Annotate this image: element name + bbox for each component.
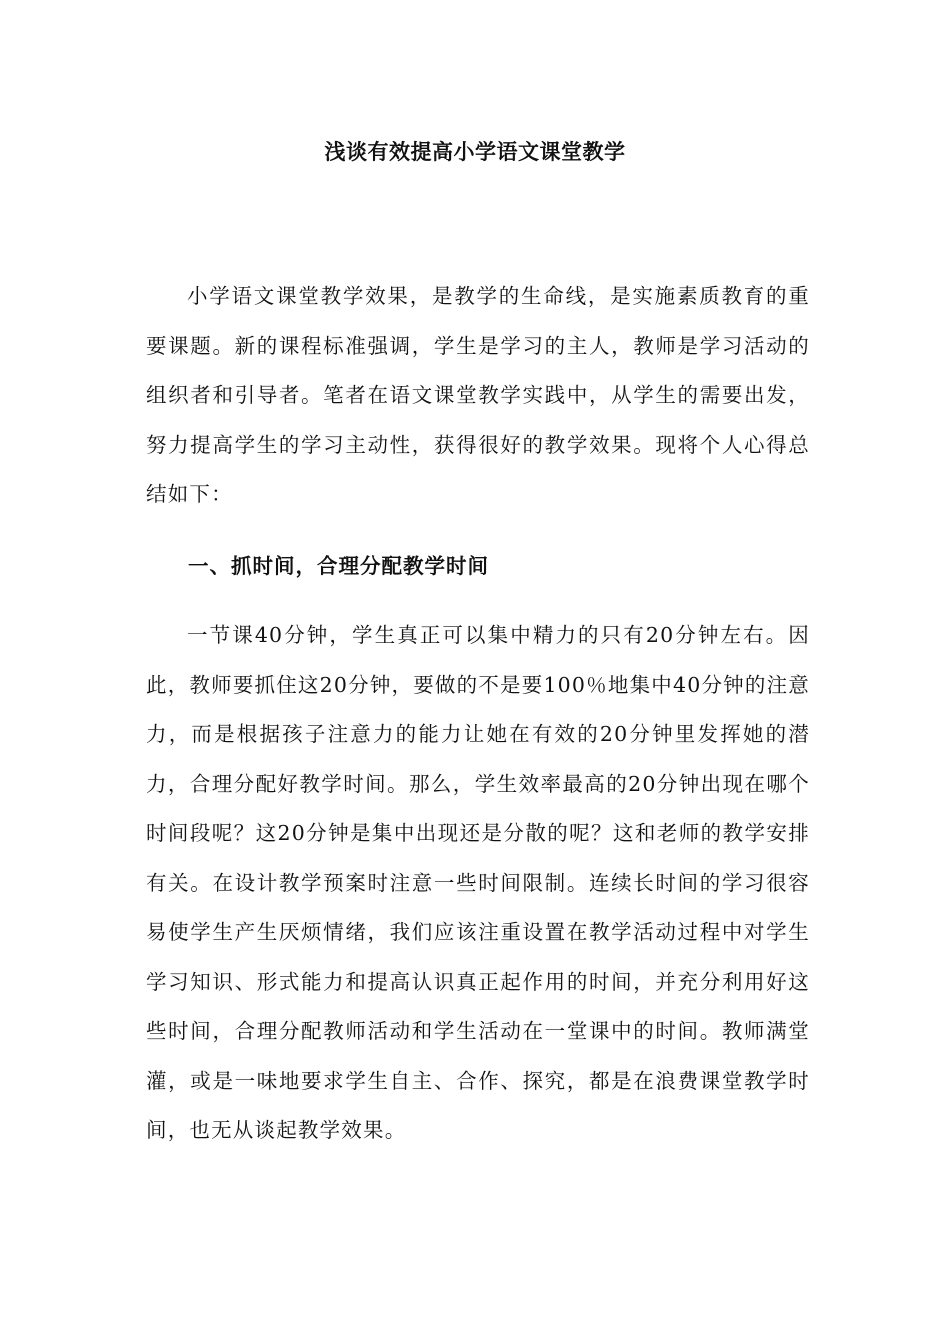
- section-paragraph: 一节课40分钟，学生真正可以集中精力的只有20分钟左右。因此，教师要抓住这20分钟，要做的不是要100％地集中40分钟的注意力，而是根据孩子注意力的能力让她在有效的20分钟里发挥她的潜力，合理分配好教学时间。那么，学生效率最高的20分钟出现在哪个时间段呢？这20分钟是集中出现还是分散的呢？这和老师的教学安排有关。在设计教学预案时注意一些时间限制。连续长时间的学习很容易使学生产生厌烦情绪，我们应该注重设置在教学活动过程中对学生学习知识、形式能力和提高认识真正起作用的时间，并充分利用好这些时间，合理分配教师活动和学生活动在一堂课中的时间。教师满堂灌，或是一味地要求学生自主、合作、探究，都是在浪费课堂教学时间，也无从谈起教学效果。: [146, 623, 810, 1142]
- intro-paragraph: 小学语文课堂教学效果，是教学的生命线，是实施素质教育的重要课题。新的课程标准强调，学生是学习的主人，教师是学习活动的组织者和引导者。笔者在语文课堂教学实践中，从学生的需要出发，努力提高学生的学习主动性，获得很好的教学效果。现将个人心得总结如下：: [146, 284, 810, 506]
- document-title: 浅谈有效提高小学语文课堂教学: [324, 140, 626, 164]
- section-heading: 一、抓时间，合理分配教学时间: [188, 554, 489, 578]
